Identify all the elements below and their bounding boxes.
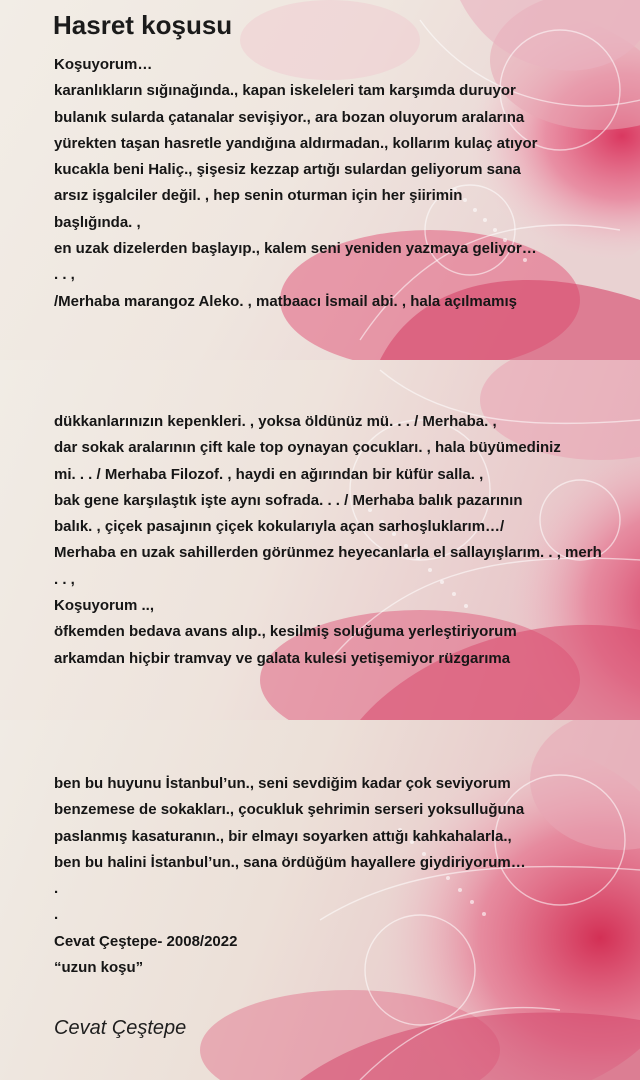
poem-line: Koşuyorum… bbox=[54, 56, 153, 73]
poem-stanza-2 bbox=[54, 409, 602, 672]
poem-line: Merhaba en uzak sahillerden görünmez heyecanlarla el sallayışlarım. . , merh bbox=[54, 544, 602, 562]
poem-line: dar sokak aralarının çift kale top oynayan çocukları. , hala büyümediniz bbox=[54, 439, 561, 457]
poem-line: Koşuyorum .., bbox=[54, 597, 155, 615]
poem-line: en uzak dizelerden başlayıp., kalem seni yeniden yazmaya geliyor… bbox=[54, 240, 537, 258]
author-signature: Cevat Çeştepe bbox=[54, 1017, 187, 1039]
poem-line: karanlıkların sığınağında., kapan iskeleleri tam karşımda duruyor bbox=[54, 82, 516, 100]
poem-line: bulanık sularda çatanalar sevişiyor., ara bozan oluyorum aralarına bbox=[54, 108, 525, 126]
poem-line: başlığında. , bbox=[54, 213, 141, 231]
poem-line: arkamdan hiçbir tramvay ve galata kulesi yetişemiyor rüzgarıma bbox=[54, 649, 511, 667]
poem-line: . . , bbox=[54, 570, 75, 588]
poem-stanza-1 bbox=[54, 52, 538, 315]
poem-book-title: “uzun koşu” bbox=[54, 959, 144, 977]
poem-author-date: Cevat Çeştepe- 2008/2022 bbox=[54, 932, 238, 950]
poem-line: benzemese de sokakları., çocukluk şehrimin serseri yoksulluğuna bbox=[54, 801, 525, 819]
poem-stanza-3 bbox=[54, 771, 526, 981]
poem-line: balık. , çiçek pasajının çiçek kokularıyla açan sarhoşluklarım…/ bbox=[54, 518, 505, 536]
poem-line: öfkemden bedava avans alıp., kesilmiş soluğuma yerleştiriyorum bbox=[54, 623, 517, 641]
poem-line: . . , bbox=[54, 266, 75, 284]
poem-line: /Merhaba marangoz Aleko. , matbaacı İsmail abi. , hala açılmamış bbox=[54, 292, 517, 310]
poem-line: dükkanlarınızın kepenkleri. , yoksa öldünüz mü. . . / Merhaba. , bbox=[54, 413, 497, 430]
poem-line: mi. . . / Merhaba Filozof. , haydi en ağırından bir küfür salla. , bbox=[54, 465, 484, 483]
poem-line: ben bu huyunu İstanbul’un., seni sevdiğim kadar çok seviyorum bbox=[54, 775, 511, 792]
poem-line: bak gene karşılaştık işte aynı sofrada. . . / Merhaba balık pazarının bbox=[54, 491, 523, 509]
poem-line: . bbox=[54, 880, 59, 898]
poem-line: ben bu halini İstanbul’un., sana ördüğüm hayallere giydiriyorum… bbox=[54, 853, 526, 871]
poem-line: arsız işgalciler değil. , hep senin oturman için her şiirimin bbox=[54, 187, 463, 205]
poem-line: . bbox=[54, 906, 59, 924]
poem-title: Hasret koşusu bbox=[53, 10, 233, 40]
poem-line: paslanmış kasaturanın., bir elmayı soyarken attığı kahkahalarla., bbox=[54, 827, 512, 845]
poem-line: yürekten taşan hasretle yandığına aldırmadan., kollarım kulaç atıyor bbox=[54, 134, 538, 152]
poem-line: kucakla beni Haliç., şişesiz kezzap artığı sulardan geliyorum sana bbox=[54, 161, 521, 179]
